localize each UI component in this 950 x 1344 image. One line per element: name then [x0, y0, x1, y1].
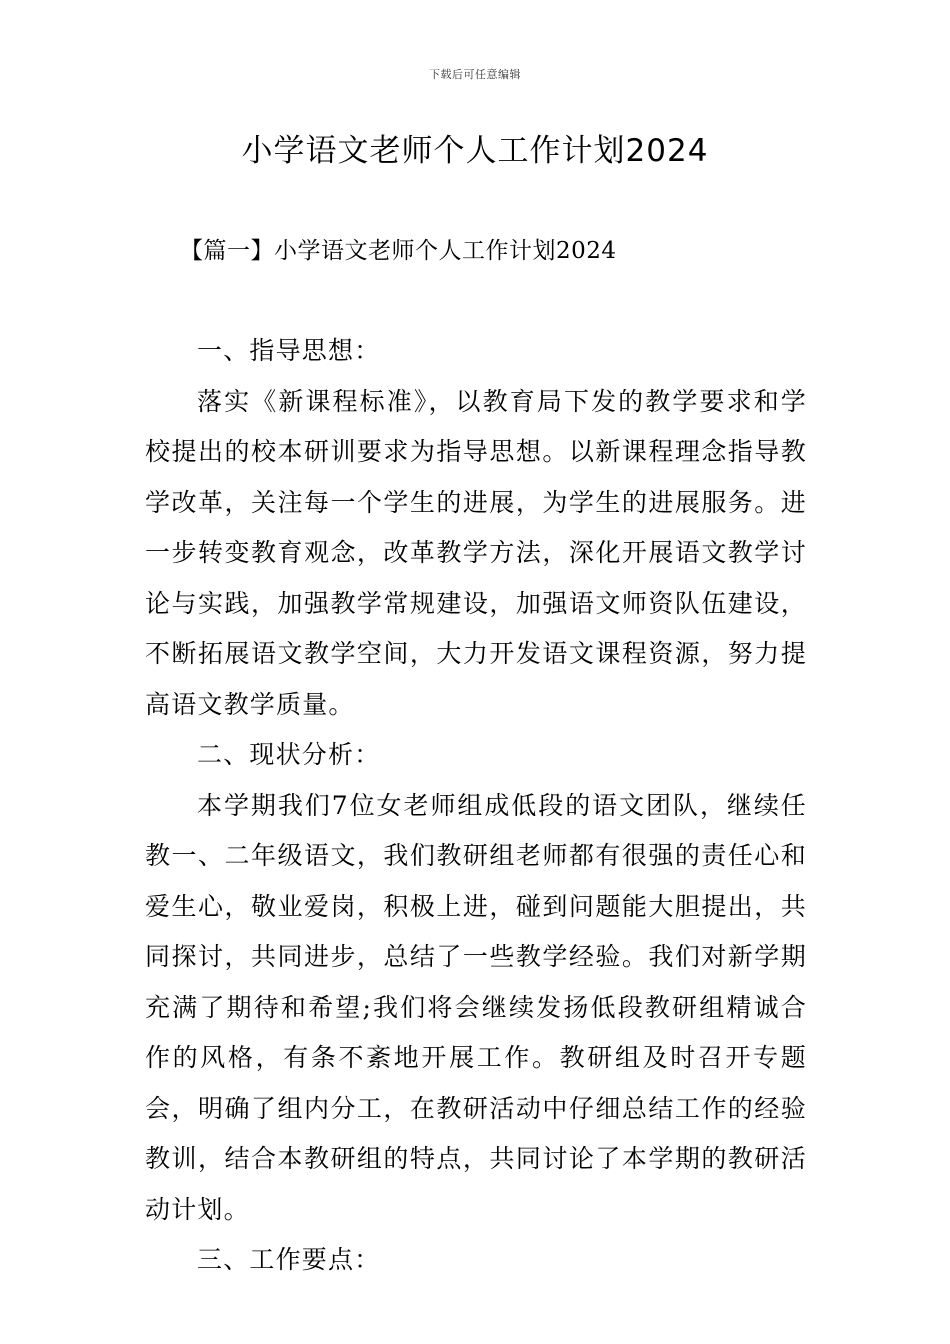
- paragraph-status-analysis: 本学期我们7位女老师组成低段的语文团队，继续任教一、二年级语文，我们教研组老师都有很强的责任心和爱生心，敬业爱岗，积极上进，碰到问题能大胆提出，共同探讨，共同进步，总结了一些教学经验。我们对新学期充满了期待和希望;我们将会继续发扬低段教研组精诚合作的风格，有条不紊地开展工作。教研组及时召开专题会，明确了组内分工，在教研活动中仔细总结工作的经验教训，结合本教研组的特点，共同讨论了本学期的教研活动计划。: [145, 790, 807, 1224]
- heading-work-points: 三、工作要点：: [197, 1245, 381, 1274]
- heading-status-analysis: 二、现状分析：: [197, 740, 381, 769]
- paragraph-guiding-thought: 落实《新课程标准》，以教育局下发的教学要求和学校提出的校本研训要求为指导思想。以新课程理念指导教学改革，关注每一个学生的进展，为学生的进展服务。进一步转变教育观念，改革教学方法，深化开展语文教学讨论与实践，加强教学常规建设，加强语文师资队伍建设，不断拓展语文教学空间，大力开发语文课程资源，努力提高语文教学质量。: [145, 386, 807, 719]
- body-text: [145, 326, 807, 1286]
- section-title: 【篇一】小学语文老师个人工作计划2024: [180, 238, 617, 264]
- document-title: 小学语文老师个人工作计划2024: [241, 133, 709, 169]
- heading-guiding-thought: 一、指导思想：: [197, 336, 381, 365]
- header-note: 下载后可任意编辑: [429, 68, 521, 81]
